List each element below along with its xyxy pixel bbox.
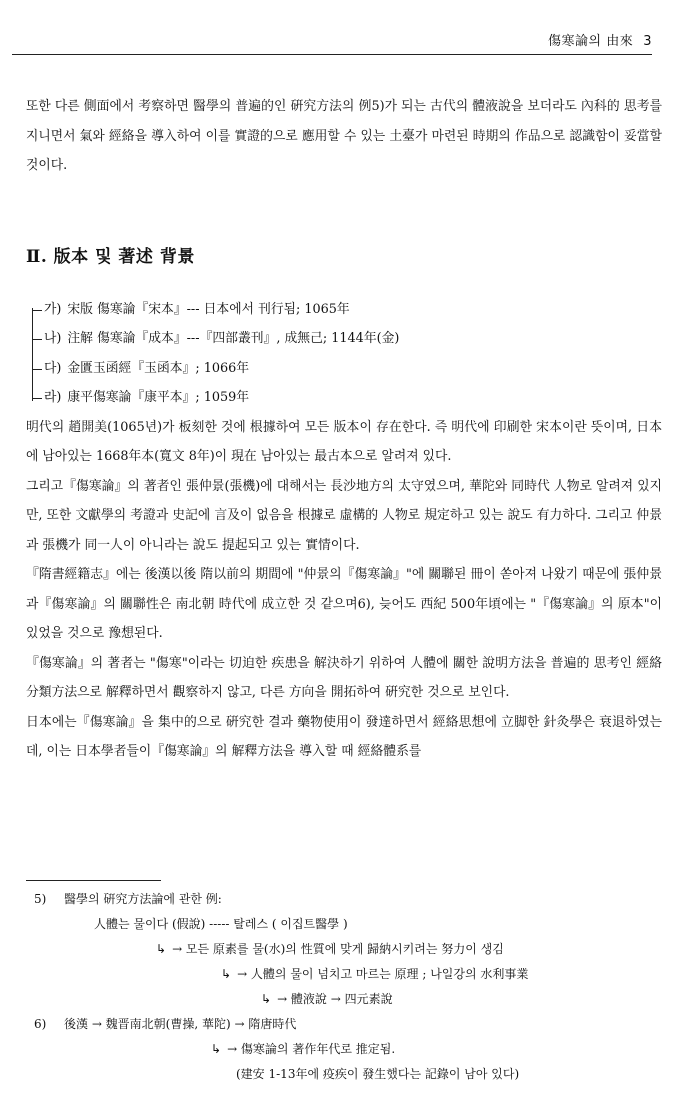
hook-arrow-icon: ↳ — [211, 1042, 222, 1056]
edition-item — [26, 354, 662, 384]
footnote-text: 醫學의 硏究方法論에 관한 例: — [64, 892, 222, 906]
editions-tree — [26, 295, 662, 413]
body-paragraph: 明代의 趙開美(1065년)가 板刻한 것에 根據하여 모든 版本이 存在한다. 즉 明代에 印刷한 宋本이란 뜻이며, 日本에 남아있는 1668年本(寬文 8年)이 現在 남아있는 最古本으로 알려져 있다. — [26, 419, 662, 464]
footnote-number: 5) — [34, 892, 47, 906]
footnote-5-line — [26, 987, 662, 1012]
footnote-5-line — [26, 962, 662, 987]
section-heading: Ⅱ. 版本 및 著述 背景 — [26, 246, 195, 267]
hook-arrow-icon: ↳ — [261, 992, 272, 1006]
footnote-5-line: 人體는 물이다 (假說) ----- 탈레스 ( 이집트醫學 ) — [94, 917, 348, 931]
body-paragraph: 그리고『傷寒論』의 著者인 張仲景(張機)에 대해서는 長沙地方의 太守였으며, 華陀와 同時代 人物로 알려져 있지만, 또한 文獻學의 考證과 史記에 言及이 없음을 根據로 虛構的 人物로 規定하고 있는 說도 有力하다. 그리고 仲景과 張機가 同一人이 아니라는 說도 提起되고 있는 實情이다. — [26, 478, 662, 553]
footnote-6-line — [26, 1037, 662, 1062]
body-paragraph: 『隋書經籍志』에는 後漢以後 隋以前의 期間에 "仲景의『傷寒論』"에 關聯된 冊이 쏟아져 나왔기 때문에 張仲景과『傷寒論』의 關聯性은 南北朝 時代에 成立한 것 같으며6), 늦어도 西紀 500年頃에는 "『傷寒論』의 原本"이 있었을 것으로 豫想된다. — [26, 567, 662, 641]
page-body — [26, 92, 662, 767]
edition-item — [26, 324, 662, 354]
edition-text: 宋版 傷寒論『宋本』--- 日本에서 刊行됨; 1065年 — [67, 301, 350, 317]
edition-label: 나) — [44, 331, 62, 346]
body-paragraph: 『傷寒論』의 著者는 "傷寒"이라는 切迫한 疾患을 解決하기 위하여 人體에 關한 說明方法을 普遍的 思考인 經絡分類方法으로 解釋하면서 觀察하지 않고, 다른 方向을 開拓하여 硏究한 것으로 보인다. — [26, 655, 662, 700]
page-number: 3 — [643, 34, 652, 49]
running-header-title — [548, 30, 652, 49]
footnote-text: 後漢 → 魏晋南北朝(曹操, 華陀) → 隋唐時代 — [64, 1017, 297, 1031]
chapter-title: 傷寒論의 由來 — [548, 34, 634, 49]
footnote-text: → 人體의 물이 넘치고 마르는 原理 ; 나일강의 水利事業 — [237, 967, 529, 981]
edition-text: 康平傷寒論『康平本』; 1059年 — [67, 390, 250, 405]
footnote-5-line — [26, 887, 662, 912]
edition-label: 라) — [44, 390, 62, 405]
running-header — [12, 28, 652, 55]
footnote-5-line — [26, 937, 662, 962]
hook-arrow-icon: ↳ — [156, 942, 167, 956]
edition-label: 가) — [44, 301, 62, 317]
edition-item — [26, 295, 662, 325]
footnote-6-line: (建安 1-13年에 疫疾이 發生했다는 記錄이 남아 있다) — [236, 1067, 520, 1081]
intro-paragraph: 또한 다른 側面에서 考察하면 醫學의 普遍的인 硏究方法의 例5)가 되는 古代의 體液說을 보더라도 內科的 思考를 지니면서 氣와 經絡을 導入하여 이를 實證的으로 應用할 수 있는 土臺가 마련된 時期의 作品으로 認識함이 妥當할 것이다. — [26, 99, 662, 173]
footnote-text: → 體液說 → 四元素說 — [277, 992, 393, 1006]
footnote-6-line — [26, 1012, 662, 1037]
edition-text: 金匱玉函經『玉函本』; 1066年 — [67, 360, 250, 376]
edition-item — [26, 383, 662, 413]
footnote-number: 6) — [34, 1017, 47, 1031]
hook-arrow-icon: ↳ — [221, 967, 232, 981]
edition-label: 다) — [44, 360, 62, 376]
footnote-divider — [26, 880, 161, 881]
footnotes — [26, 880, 662, 1087]
footnote-text: → 傷寒論의 著作年代로 推定됨. — [227, 1042, 396, 1056]
body-paragraph: 日本에는『傷寒論』을 集中的으로 硏究한 결과 藥物使用이 發達하면서 經絡思想에 立脚한 針灸學은 衰退하였는데, 이는 日本學者들이『傷寒論』의 解釋方法을 導入할 때 經絡體系를 — [26, 714, 662, 759]
edition-text: 注解 傷寒論『成本』---『四部叢刊』, 成無己; 1144年(金) — [67, 331, 400, 346]
footnote-text: → 모든 原素를 물(水)의 性質에 맞게 歸納시키려는 努力이 생김 — [172, 942, 504, 956]
